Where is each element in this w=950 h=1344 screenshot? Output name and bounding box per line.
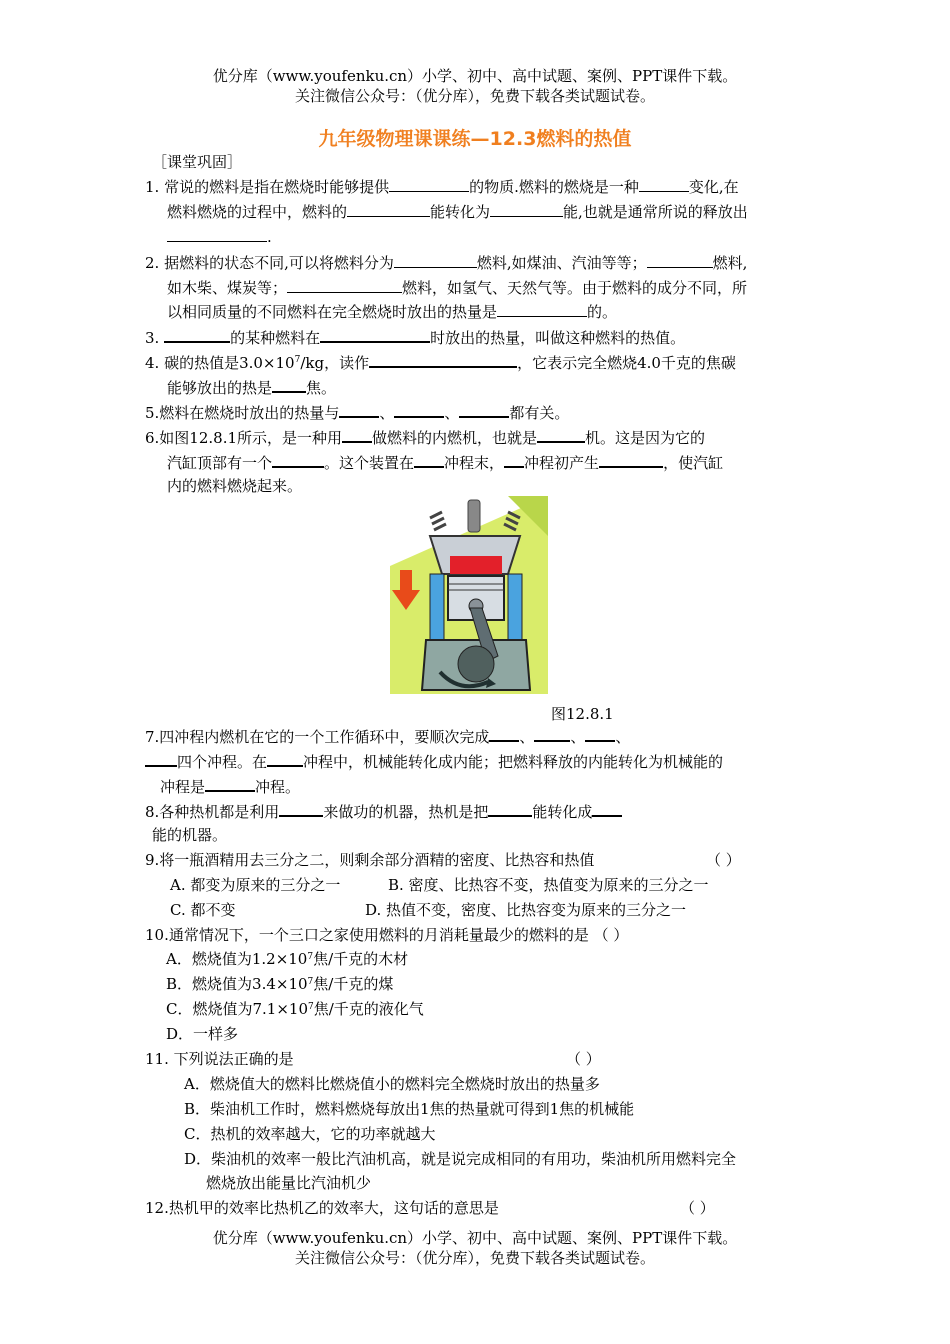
- question-7-line-2: 四个冲程。在 冲程中，机械能转化成内能；把燃料释放的内能转化为机械能的: [145, 751, 723, 772]
- header-line-1: 优分库（www.youfenku.cn）小学、初中、高中试题、案例、PPT课件下载。: [212, 67, 738, 85]
- figure-caption: 图12.8.1: [551, 705, 614, 723]
- question-8-line-1: 8.各种热机都是利用 来做功的机器，热机是把 能转化成: [145, 801, 622, 822]
- question-2-line-1: 2. 据燃料的状态不同,可以将燃料分为 燃料,如煤油、汽油等等； 燃料,: [145, 254, 748, 272]
- question-4-line-2: 能够放出的热是 焦。: [167, 379, 337, 397]
- section-label: ［课堂巩固］: [152, 153, 243, 171]
- header-line-2: 关注微信公众号：（优分库），免费下载各类试题试卷。: [294, 87, 655, 105]
- footer-line-1: 优分库（www.youfenku.cn）小学、初中、高中试题、案例、PPT课件下载。: [212, 1229, 738, 1247]
- question-1-line-1: 1. 常说的燃料是指在燃烧时能够提供 的物质.燃料的燃烧是一种 变化,在: [145, 178, 739, 196]
- question-4-line-1: 4. 碳的热值是$3.0\times 10^7/kg$，读作 ，它表示完全燃烧4.0千克的焦碳: [145, 354, 736, 372]
- question-9-answer-paren: （ ）: [706, 851, 741, 869]
- question-11-option-d-line-2: 燃烧放出能量比汽油机少: [206, 1174, 372, 1192]
- question-10-option-c: C．燃烧值为$7.1\times 10^7$焦/千克的液化气: [166, 1000, 424, 1018]
- question-2-line-2: 如木柴、煤炭等； 燃料，如氢气、天然气等。由于燃料的成分不同，所: [167, 279, 748, 297]
- page-title: 九年级物理课课练—12.3燃料的热值: [318, 128, 632, 150]
- question-11-option-b: B．柴油机工作时，燃料燃烧每放出1焦的热量就可得到1焦的机械能: [184, 1100, 635, 1118]
- question-10-option-d: D．一样多: [166, 1025, 239, 1043]
- question-5: 5.燃料在燃烧时放出的热量与 、 、 都有关。: [145, 404, 570, 422]
- engine-cylinder-figure: [390, 496, 548, 694]
- question-7-line-3: 冲程是 冲程。: [160, 778, 301, 796]
- question-11-answer-paren: （ ）: [566, 1050, 601, 1068]
- question-11-stem: 11. 下列说法正确的是: [145, 1050, 294, 1068]
- question-6-line-2: 汽缸顶部有一个 。这个装置在 冲程末， 冲程初产生 ，使汽缸: [167, 454, 724, 472]
- question-6-line-3: 内的燃料燃烧起来。: [167, 477, 303, 495]
- question-1-line-2: 燃料燃烧的过程中，燃料的 能转化为 能,也就是通常所说的释放出: [167, 203, 748, 221]
- question-9-option-c: C. 都不变: [170, 901, 236, 919]
- question-3: 3. 的某种燃料在 时放出的热量，叫做这种燃料的热值。: [145, 329, 686, 347]
- question-7-line-1: 7.四冲程内燃机在它的一个工作循环中，要顺次完成 、 、 、: [145, 728, 631, 746]
- footer-line-2: 关注微信公众号：（优分库），免费下载各类试题试卷。: [294, 1249, 655, 1267]
- question-10-option-a: A．燃烧值为$1.2\times 10^7$焦/千克的木材: [166, 950, 409, 968]
- question-12-stem: 12.热机甲的效率比热机乙的效率大，这句话的意思是: [145, 1199, 499, 1217]
- question-10-option-b: B．燃烧值为$3.4\times 10^7$焦/千克的煤: [166, 975, 394, 993]
- question-9-stem: 9.将一瓶酒精用去三分之二，则剩余部分酒精的密度、比热容和热值: [145, 851, 595, 869]
- question-12-answer-paren: （ ）: [680, 1199, 715, 1217]
- question-2-line-3: 以相同质量的不同燃料在完全燃烧时放出的热量是 的。: [167, 303, 618, 321]
- question-11-option-d-line-1: D．柴油机的效率一般比汽油机高，就是说完成相同的有用功，柴油机所用燃料完全: [184, 1150, 737, 1168]
- question-11-option-c: C．热机的效率越大，它的功率就越大: [184, 1125, 436, 1143]
- question-9-option-d: D. 热值不变，密度、比热容变为原来的三分之一: [365, 901, 687, 919]
- question-9-option-b: B. 密度、比热容不变，热值变为原来的三分之一: [388, 876, 709, 894]
- question-6-line-1: 6.如图12.8.1所示，是一种用 做燃料的内燃机，也就是 机。这是因为它的: [145, 429, 706, 447]
- question-9-option-a: A. 都变为原来的三分之一: [170, 876, 341, 894]
- question-11-option-a: A．燃烧值大的燃料比燃烧值小的燃料完全燃烧时放出的热量多: [184, 1075, 600, 1093]
- question-8-line-2: 能的机器。: [152, 826, 228, 844]
- question-1-line-3: .: [167, 227, 272, 247]
- question-10-stem: 10.通常情况下，一个三口之家使用燃料的月消耗量最少的燃料的是 （ ）: [145, 926, 629, 944]
